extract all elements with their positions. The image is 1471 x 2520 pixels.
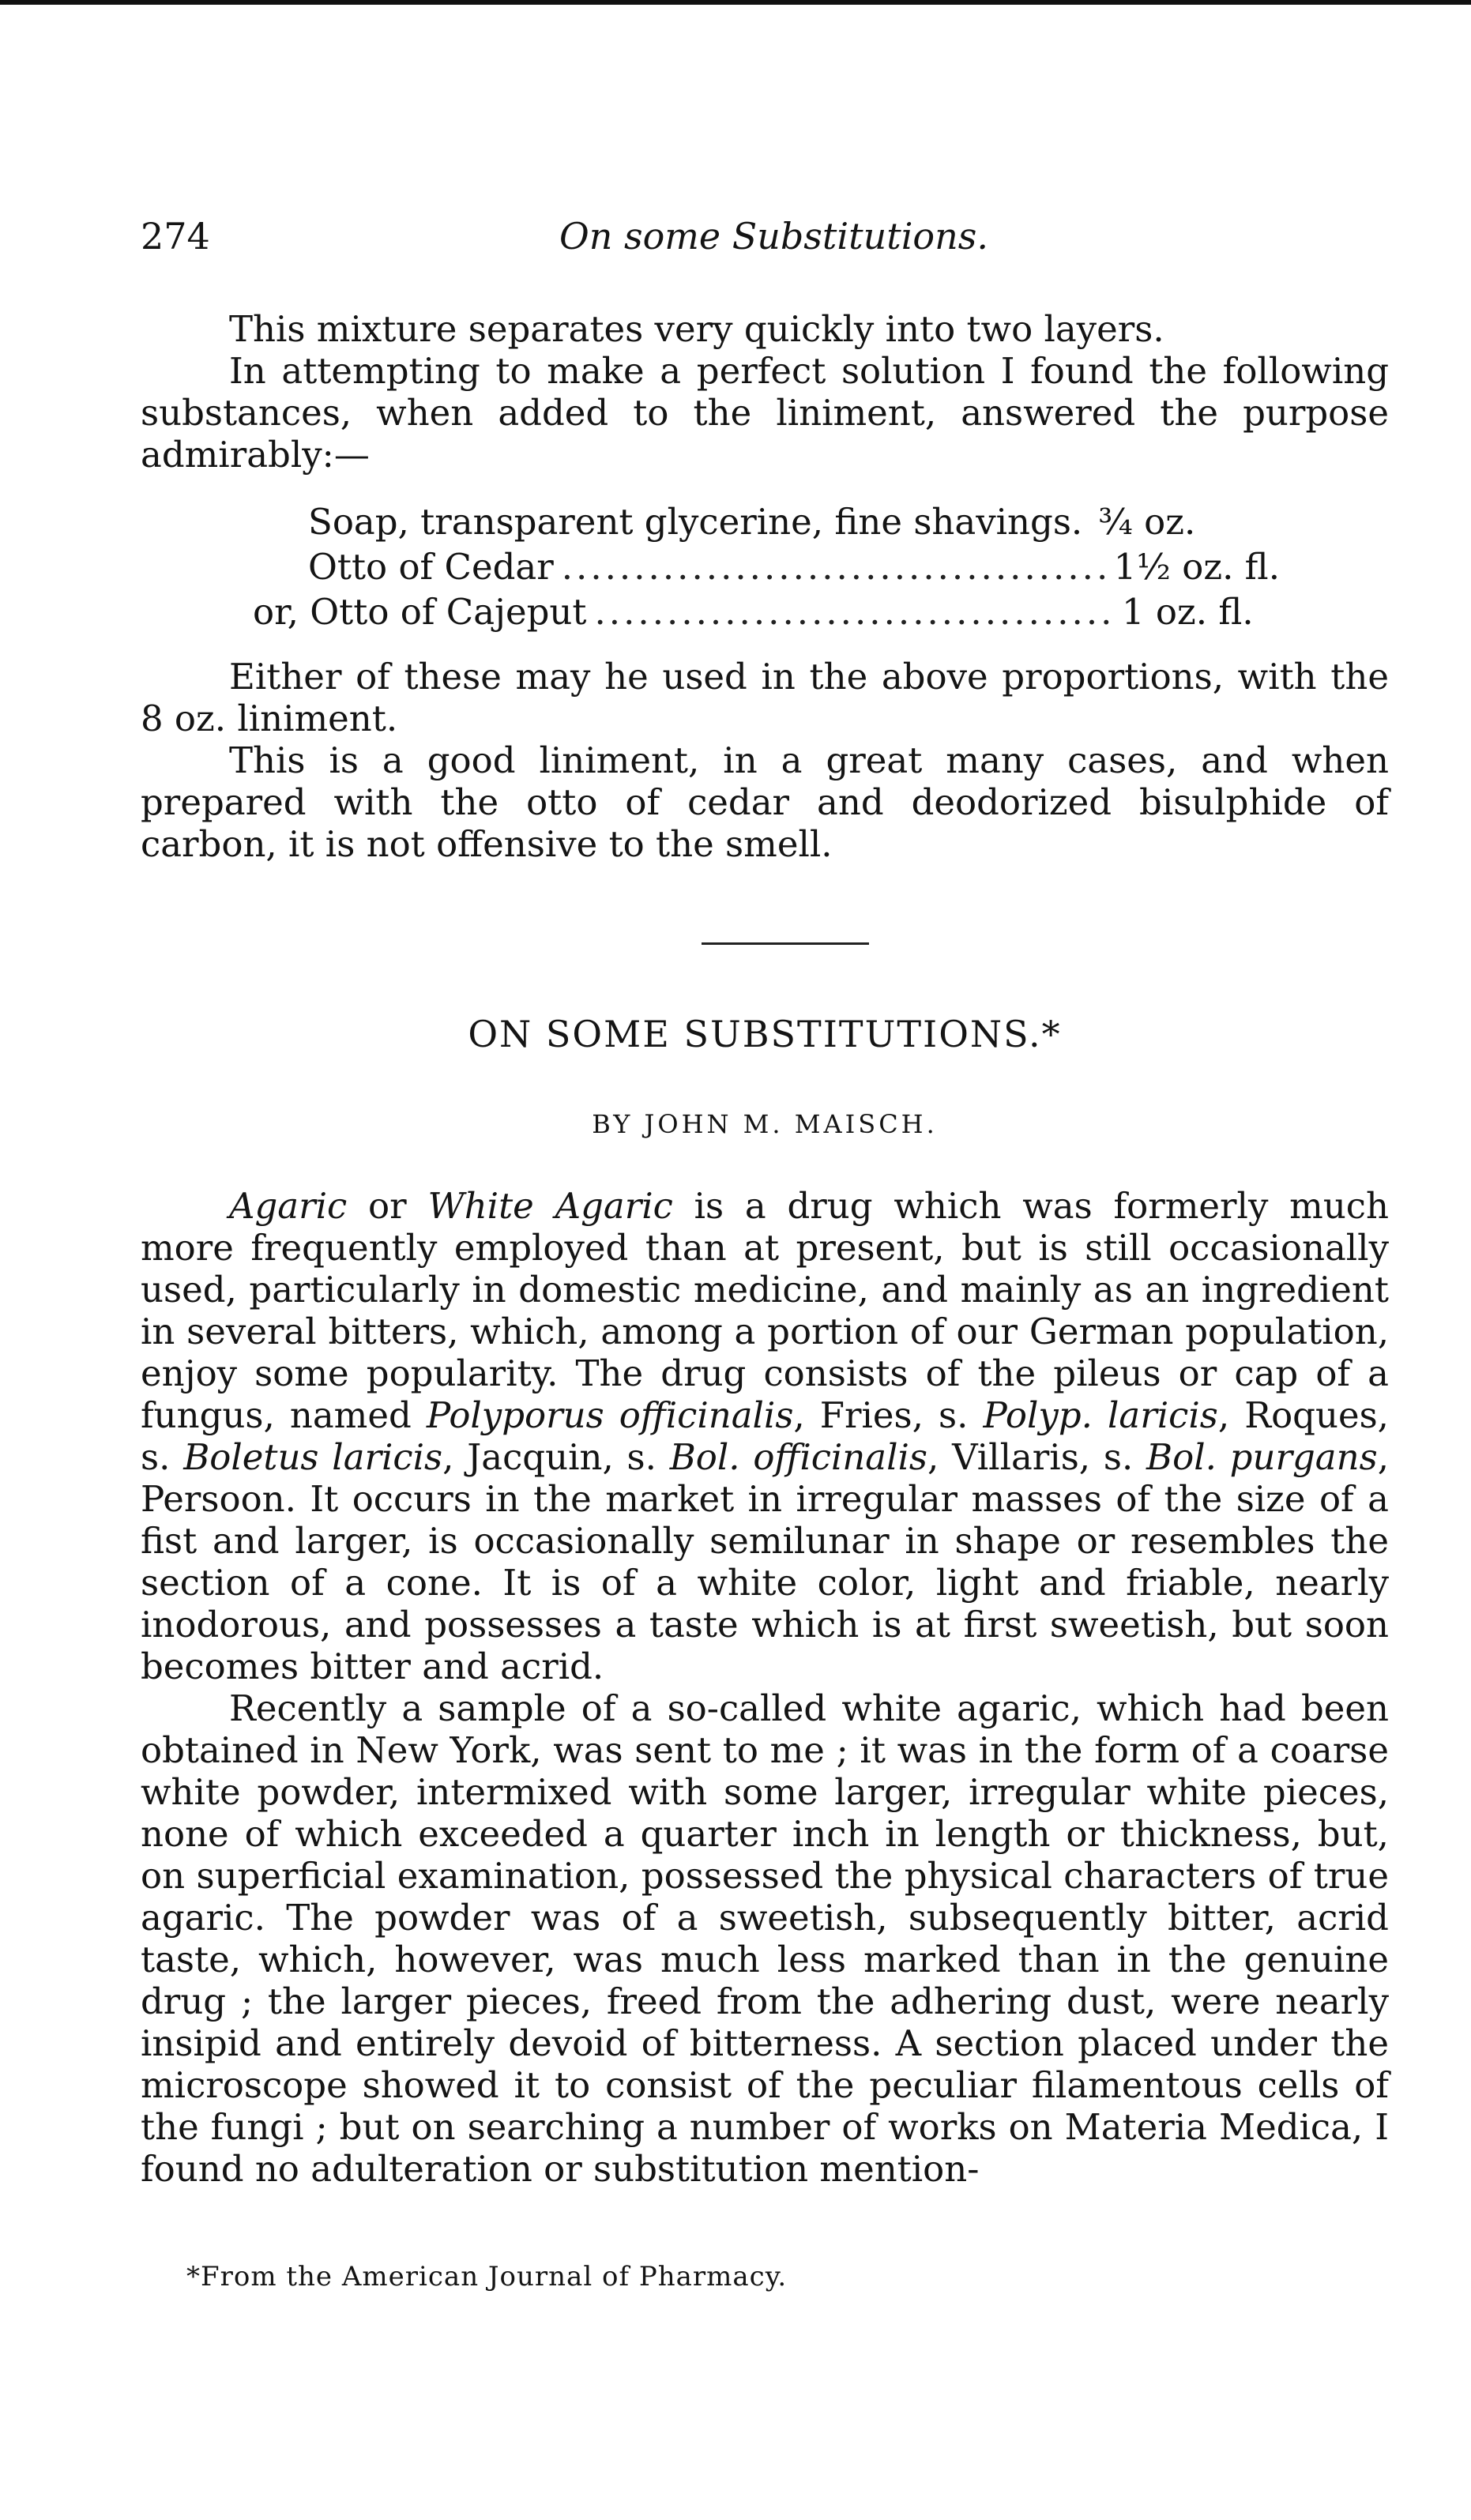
species-name: Polyporus officinalis	[426, 1394, 794, 1436]
section-divider	[702, 942, 869, 945]
recipe-ingredient: or, Otto of Cajeput	[253, 591, 587, 633]
recipe-row	[237, 589, 1280, 634]
article-title: ON SOME SUBSTITUTIONS.*	[468, 1013, 1062, 1055]
article-byline: BY JOHN M. MAISCH.	[592, 1109, 938, 1139]
term-italic: Agaric	[229, 1185, 348, 1227]
intro-paragraph-1: This mixture separates very quickly into two layers.	[229, 308, 1164, 350]
recipe-amount: ¾ oz.	[1098, 501, 1196, 543]
recipe-ingredient: Soap, transparent glycerine, fine shavings.	[308, 501, 1083, 543]
species-name: Bol. officinalis	[669, 1436, 927, 1478]
running-title: On some Substitutions.	[559, 215, 988, 258]
page-number: 274	[141, 215, 210, 258]
article-paragraph-1: Agaric or White Agaric is a drug which was formerly much more frequently employed than at present, but is still occasionally used, particularly in domestic medicine, and mainly as an ingredient in several bitters, which, among a portion of our German population, enjoy some popularity. The drug consists of the pileus or cap of a fungus, named Polyporus officinalis, Fries, s. Polyp. laricis, Roques, s. Boletus laricis, Jacquin, s. Bol. officinalis, Villaris, s. Bol. purgans, Persoon. It occurs in the market in irregular masses of the size of a fist and larger, is occasionally semilunar in shape or resembles the section of a cone. It is of a white color, light and friable, nearly inodorous, and possesses a taste which is at first sweetish, but soon becomes bitter and acrid.	[141, 1185, 1390, 1687]
top-border-line	[0, 0, 1471, 5]
species-name: Polyp. laricis	[983, 1394, 1218, 1436]
article-body	[141, 1185, 1389, 2190]
leader-dots	[595, 589, 1115, 634]
recipe-list	[237, 499, 1280, 634]
recipe-amount: 1½ oz. fl.	[1113, 546, 1280, 588]
species-name: Boletus laricis	[183, 1436, 443, 1478]
recipe-row	[237, 499, 1280, 544]
recipe-ingredient: Otto of Cedar	[308, 546, 554, 588]
footnote: *From the American Journal of Pharmacy.	[186, 2261, 788, 2292]
leader-dots	[562, 544, 1106, 589]
intro-text	[141, 308, 1389, 476]
intro-paragraph-2: In attempting to make a perfect solution I found the following substances, when added to the liniment, answered the purpose admirably:—	[141, 350, 1389, 476]
after-recipe-text	[141, 656, 1389, 865]
after-recipe-paragraph-2: This is a good liniment, in a great many cases, and when prepared with the otto of cedar and deodorized bisulphide of carbon, it is not offensive to the smell.	[141, 739, 1389, 865]
recipe-amount: 1 oz. fl.	[1122, 591, 1254, 633]
page-header	[141, 215, 1389, 270]
term-italic: White Agaric	[427, 1185, 673, 1227]
article-paragraph-2: Recently a sample of a so-called white agaric, which had been obtained in New York, was sent to me ; it was in the form of a coarse white powder, intermixed with some larger, irregular white pieces, none of which exceeded a quarter inch in length or thickness, but, on superficial examination, possessed the physical characters of true agaric. The powder was of a sweetish, subsequently bitter, acrid taste, which, however, was much less marked than in the genuine drug ; the larger pieces, freed from the adhering dust, were nearly insipid and entirely devoid of bitterness. A section placed under the microscope showed it to consist of the peculiar filamentous cells of the fungi ; but on searching a number of works on Materia Medica, I found no adulteration or substitution mention-	[141, 1687, 1389, 2190]
after-recipe-paragraph-1: Either of these may he used in the above proportions, with the 8 oz. liniment.	[141, 656, 1389, 739]
recipe-row	[237, 544, 1280, 589]
species-name: Bol. purgans	[1146, 1436, 1378, 1478]
